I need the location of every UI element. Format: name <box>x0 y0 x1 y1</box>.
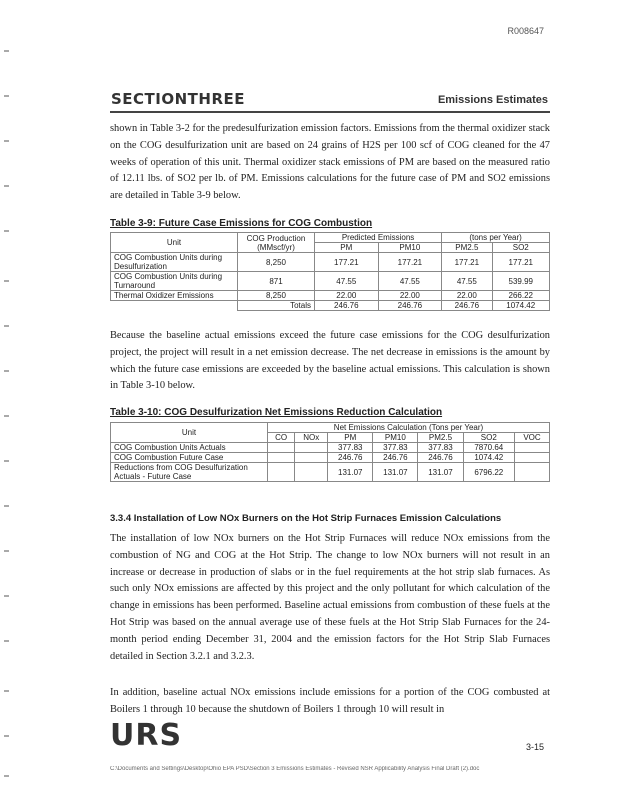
subsection-heading: 3.3.4 Installation of Low NOx Burners on the Hot Strip Furnaces Emission Calculations <box>110 513 502 524</box>
table-10-caption: Table 3-10: COG Desulfurization Net Emissions Reduction Calculation <box>110 407 443 418</box>
cell-pm25: 377.83 <box>418 443 463 453</box>
paragraph-3: The installation of low NOx burners on the Hot Strip Furnaces will reduce NOx emissions from the combustion of NG and COG at the Hot Strip. The change to low NOx burners will not result in an increase or decrease in production of slabs or in the fuel requirements at the hot strip slab furnaces. As such only NOx emissions are affected by this project and the only pollutant for which calculation of the change in emissions has been performed. Baseline actual emissions from combustion of these fuels at the Hot Strip was based on the annual average use of these fuels at the Hot Strip Slab Furnaces for the 24-month period ending December 31, 2004 and the emission factors for the Hot Strip Slab Furnaces detailed in Section 3.2.1 and 3.2.3. <box>110 533 550 662</box>
cell-voc <box>515 443 550 453</box>
cell-pm: 177.21 <box>315 253 379 272</box>
cell-co <box>268 463 295 482</box>
col-header-pm25: PM2.5 <box>418 433 463 443</box>
cell-co <box>268 443 295 453</box>
cell-pm: 131.07 <box>328 463 373 482</box>
cell-unit: COG Combustion Units Actuals <box>111 443 268 453</box>
cell-unit: Reductions from COG Desulfurization Actuals - Future Case <box>111 463 268 482</box>
cell-pm25: 47.55 <box>442 272 492 291</box>
cell-total-pm: 246.76 <box>315 301 379 311</box>
col-header-pm25: PM2.5 <box>442 243 492 253</box>
cell-total-so2: 1074.42 <box>492 301 550 311</box>
paragraph-2: Because the baseline actual emissions exceed the future case emissions for the COG desulfurization project, the project will result in a net emission decrease. The net decrease in emissions is the amount by which the future case emissions are exceeded by the baseline actual emissions. This calculation is shown in Table 3-10 below. <box>110 330 550 392</box>
cell-nox <box>295 453 328 463</box>
table-row <box>111 453 550 463</box>
col-header-co: CO <box>268 433 295 443</box>
cell-so2: 7870.64 <box>463 443 515 453</box>
cell-pm: 377.83 <box>328 443 373 453</box>
cell-unit: COG Combustion Units during Turnaround <box>111 272 238 291</box>
cell-so2: 6796.22 <box>463 463 515 482</box>
cell-total-pm25: 246.76 <box>442 301 492 311</box>
paragraph-4: In addition, baseline actual NOx emissions include emissions for a portion of the COG combusted at Boilers 1 through 10 because the shutdown of Boilers 1 through 10 will result in <box>110 687 550 715</box>
cell-pm25: 246.76 <box>418 453 463 463</box>
col-header-pm10: PM10 <box>378 243 442 253</box>
cell-pm10: 377.83 <box>373 443 418 453</box>
header-rule <box>110 111 550 113</box>
cell-pm: 47.55 <box>315 272 379 291</box>
cell-pm10: 131.07 <box>373 463 418 482</box>
cell-so2: 1074.42 <box>463 453 515 463</box>
section-subject: Emissions Estimates <box>437 94 548 106</box>
col-group-tons: (tons per Year) <box>442 233 550 243</box>
cell-so2: 177.21 <box>492 253 550 272</box>
page-number: 3-15 <box>525 742 544 752</box>
cell-pm: 246.76 <box>328 453 373 463</box>
col-header-pm10: PM10 <box>373 433 418 443</box>
col-group-predicted: Predicted Emissions <box>315 233 442 243</box>
cell-so2: 539.99 <box>492 272 550 291</box>
col-header-nox: NOx <box>295 433 328 443</box>
urs-logo: URS <box>110 718 183 753</box>
cell-pm10: 177.21 <box>378 253 442 272</box>
col-header-production: COG Production (MMscf/yr) <box>238 233 315 253</box>
cell-prod: 8,250 <box>238 253 315 272</box>
table-total-row <box>111 301 550 311</box>
col-header-unit: Unit <box>111 423 268 443</box>
binding-margin-marks <box>4 40 12 780</box>
cell-pm25: 177.21 <box>442 253 492 272</box>
col-group-net: Net Emissions Calculation (Tons per Year) <box>268 423 550 433</box>
table-row <box>111 463 550 482</box>
table-10 <box>110 422 550 482</box>
col-header-voc: VOC <box>515 433 550 443</box>
cell-total-label: Totals <box>238 301 315 311</box>
table-9 <box>110 232 550 311</box>
cell-prod: 871 <box>238 272 315 291</box>
table-row <box>111 443 550 453</box>
table-9-caption: Table 3-9: Future Case Emissions for COG Combustion <box>110 218 373 229</box>
cell-pm10: 246.76 <box>373 453 418 463</box>
cell-pm25: 131.07 <box>418 463 463 482</box>
cell-unit: COG Combustion Future Case <box>111 453 268 463</box>
cell-total-pm10: 246.76 <box>378 301 442 311</box>
section-title: SECTIONTHREE <box>111 90 246 108</box>
col-header-so2: SO2 <box>492 243 550 253</box>
col-header-unit: Unit <box>111 233 238 253</box>
cell-nox <box>295 463 328 482</box>
cell-pm10: 22.00 <box>378 291 442 301</box>
cell-voc <box>515 453 550 463</box>
cell-nox <box>295 443 328 453</box>
cell-pm: 22.00 <box>315 291 379 301</box>
cell-pm25: 22.00 <box>442 291 492 301</box>
cell-prod: 8,250 <box>238 291 315 301</box>
col-header-pm: PM <box>315 243 379 253</box>
table-row <box>111 272 550 291</box>
col-header-pm: PM <box>328 433 373 443</box>
cell-voc <box>515 463 550 482</box>
cell-so2: 266.22 <box>492 291 550 301</box>
footer-path: C:\Documents and Settings\Desktop\Ohio EPA PSD\Section 3 Emissions Estimates - Revised NSR Applicability Analysis Final Draft (2).doc <box>110 766 480 772</box>
cell-co <box>268 453 295 463</box>
cell-pm10: 47.55 <box>378 272 442 291</box>
paragraph-1: shown in Table 3-2 for the predesulfurization emission factors. Emissions from the thermal oxidizer stack on the COG desulfurization unit are based on 24 grains of H2S per 100 scf of COG cleaned for the 47 weeks of operation of this unit. Thermal oxidizer stack emissions of PM are based on the measured ratio of 12.11 lbs. of SO2 per lb. of PM. Emissions calculations for the future case of PM and SO2 emissions are detailed in Table 3-9 below. <box>110 123 550 202</box>
col-header-so2: SO2 <box>463 433 515 443</box>
cell-unit: COG Combustion Units during Desulfurization <box>111 253 238 272</box>
table-row <box>111 291 550 301</box>
cell-unit: Thermal Oxidizer Emissions <box>111 291 238 301</box>
table-row <box>111 253 550 272</box>
document-id: R008647 <box>507 26 544 36</box>
